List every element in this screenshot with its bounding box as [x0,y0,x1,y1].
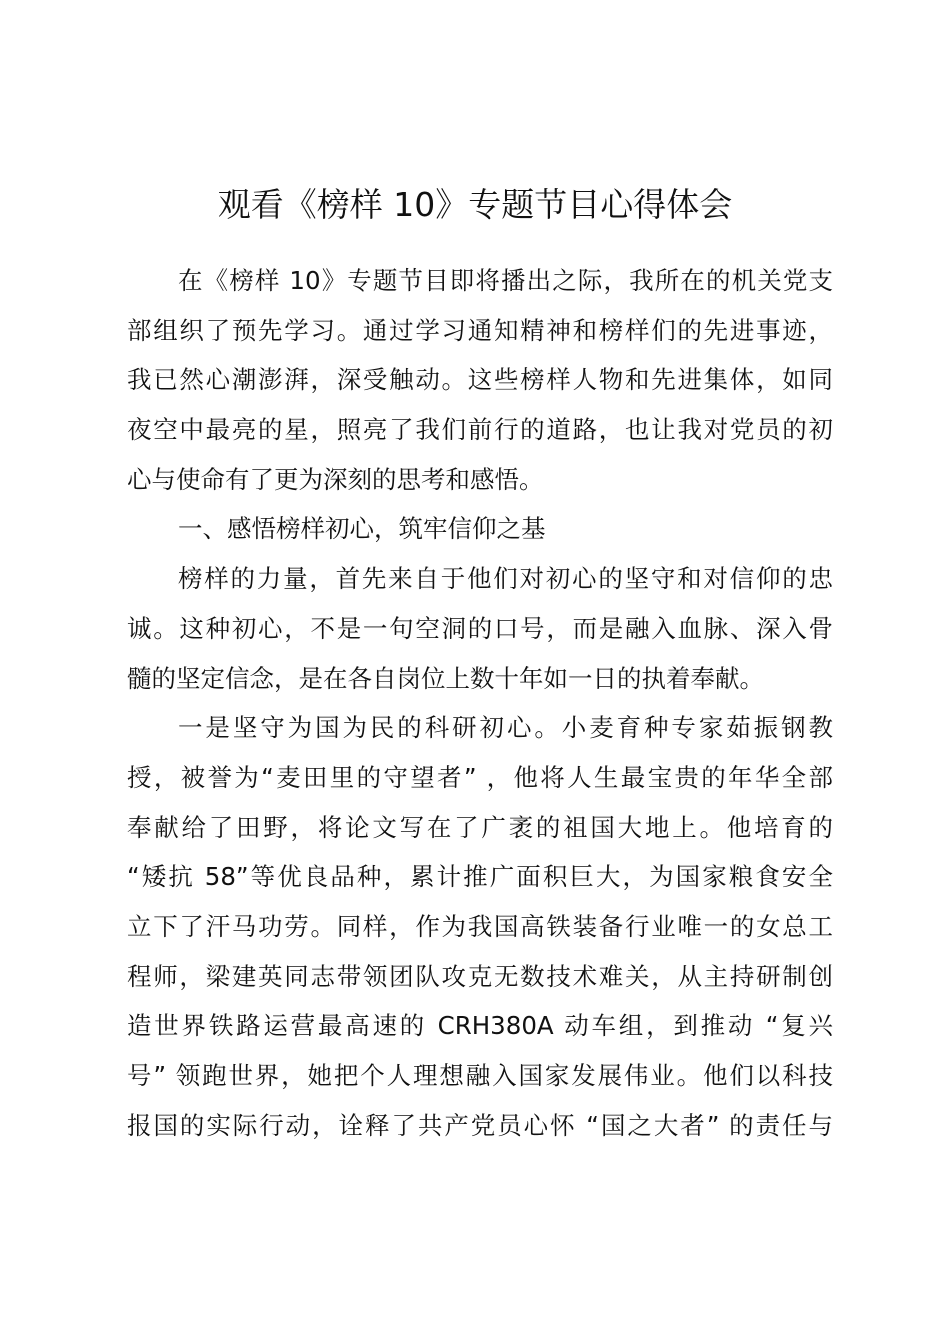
text-line: 心与使命有了更为深刻的思考和感悟。 [127,464,544,494]
text-line: 报国的实际行动，诠释了共产党员心怀 “国之大者” 的责任与 [127,1110,833,1140]
text-line: 部组织了预先学习。通过学习通知精神和榜样们的先进事迹， [127,315,833,345]
text-line: 我已然心潮澎湃，深受触动。这些榜样人物和先进集体，如同 [127,365,833,395]
text-line: 一是坚守为国为民的科研初心。小麦育种专家茹振钢教 [178,713,833,743]
text-line: 造世界铁路运营最高速的 CRH380A 动车组，到推动 “复兴 [127,1011,833,1041]
document-title: 观看《榜样 10》专题节目心得体会 [217,185,733,224]
text-line: 授，被誉为“麦田里的守望者” ，他将人生最宝贵的年华全部 [127,762,833,792]
text-line: 髓的坚定信念，是在各自岗位上数十年如一日的执着奉献。 [127,663,764,693]
section-heading: 一、感悟榜样初心，筑牢信仰之基 [178,514,546,544]
text-line: 诚。这种初心，不是一句空洞的口号，而是融入血脉、深入骨 [127,613,833,643]
text-line: 立下了汗马功劳。同样，作为我国高铁装备行业唯一的女总工 [127,911,833,941]
text-line: 奉献给了田野，将论文写在了广袤的祖国大地上。他培育的 [127,812,833,842]
text-line: 榜样的力量，首先来自于他们对初心的坚守和对信仰的忠 [178,564,833,594]
text-line: “矮抗 58”等优良品种，累计推广面积巨大，为国家粮食安全 [127,862,833,892]
text-line: 夜空中最亮的星，照亮了我们前行的道路，也让我对党员的初 [127,415,833,445]
text-line: 号” 领跑世界，她把个人理想融入国家发展伟业。他们以科技 [127,1061,833,1090]
text-line: 程师，梁建英同志带领团队攻克无数技术难关，从主持研制创 [127,961,833,991]
text-line: 在《榜样 10》专题节目即将播出之际，我所在的机关党支 [178,266,833,295]
document-body [127,256,833,1150]
